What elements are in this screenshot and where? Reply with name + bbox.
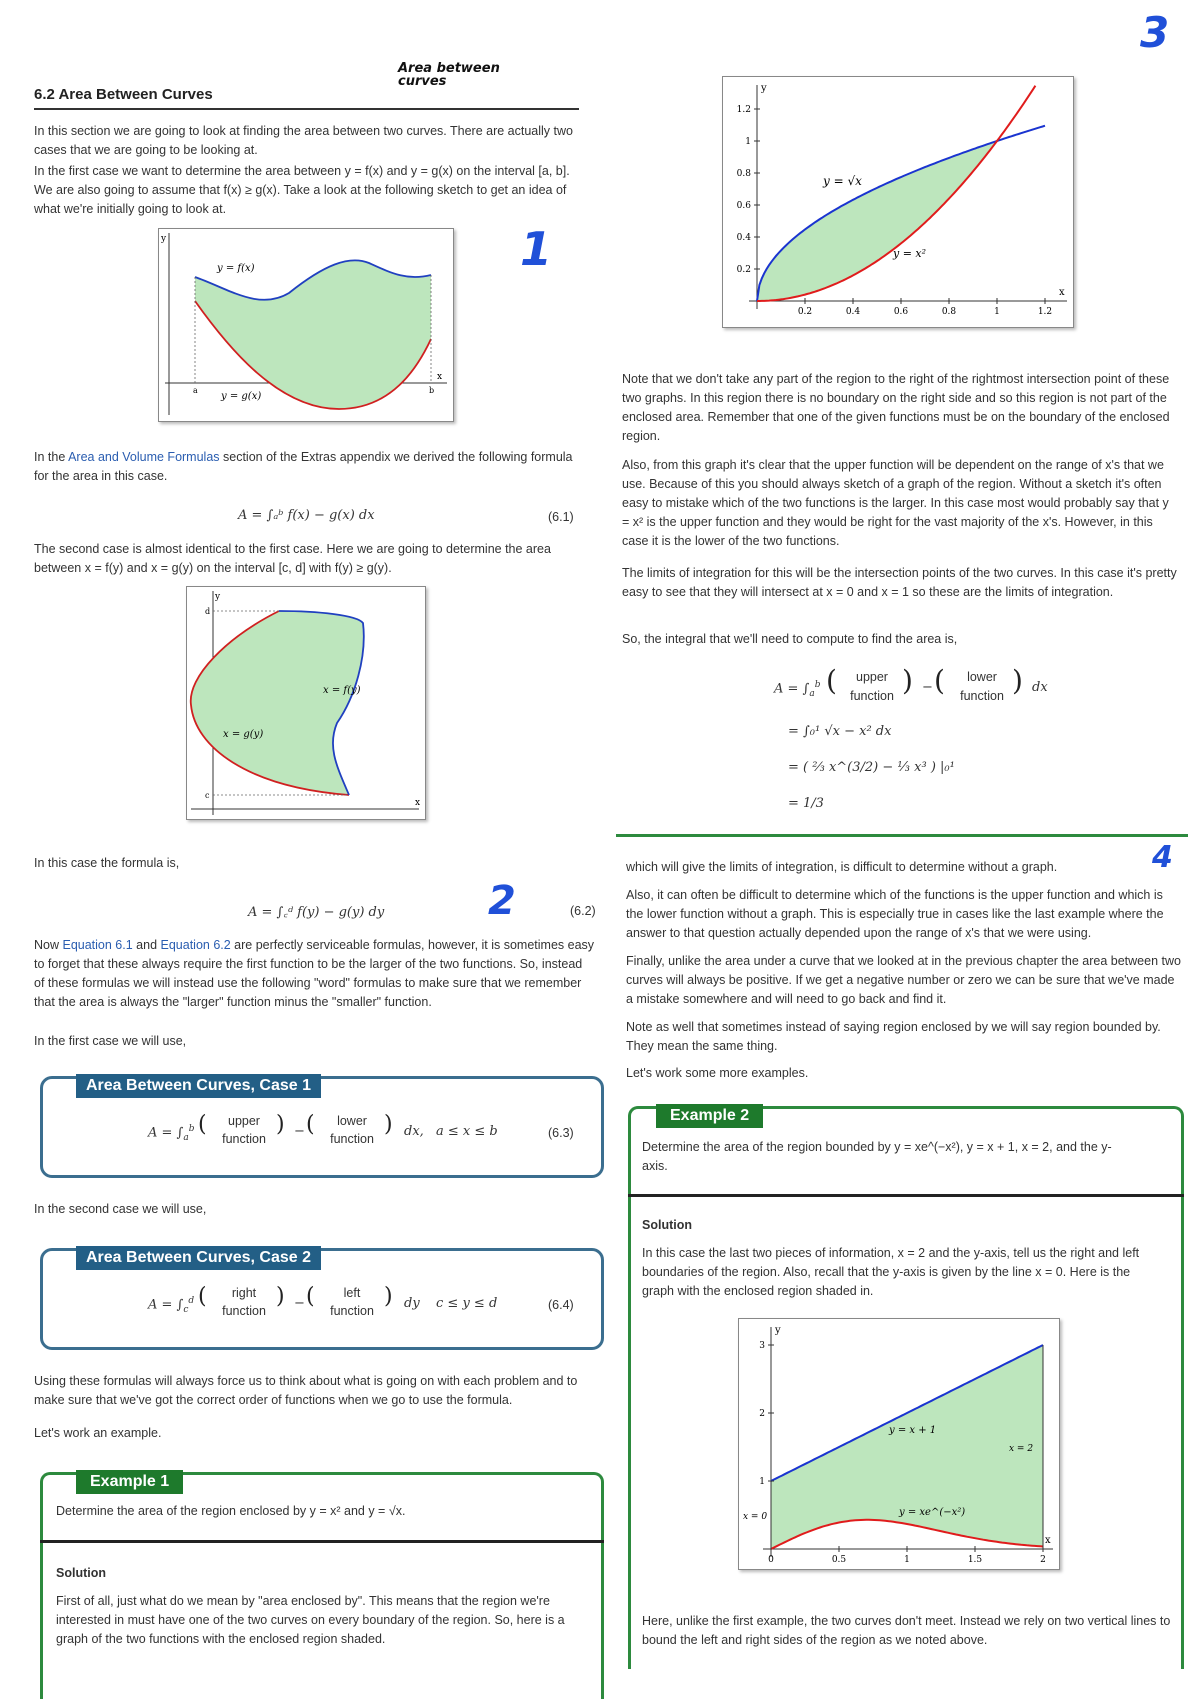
example1-divider — [40, 1540, 604, 1543]
fig2-d-label: d — [205, 607, 211, 616]
fig4-y-tick-label: 3 — [759, 1341, 765, 1351]
fig2-g-label: x = g(y) — [223, 729, 264, 740]
p3-post: section of the Extras appendix we derived the following formula for the area in this case. — [34, 450, 573, 483]
equation-6-2-number: (6.2) — [570, 904, 596, 918]
fig3-x-tick-label: 0.2 — [797, 307, 813, 317]
fig2-y-label: y — [215, 592, 221, 602]
integral-lower-word: lower function — [960, 670, 1004, 703]
case2-paren-close-1: ) — [276, 1284, 285, 1309]
fig3-shaded-region — [757, 141, 997, 301]
left-paragraph-5: In this case the formula is, — [34, 856, 180, 870]
right-paragraph-7: Finally, unlike the area under a curve that we looked at in the previous chapter the area between two curves will always be positive. If we get a negative number or zero we can be sure that we've made a mistake somewhere and will need to go back and find it. — [626, 954, 1181, 1006]
left-paragraph-7: In the first case we will use, — [34, 1034, 187, 1048]
handwritten-mark-3: 3 — [1140, 8, 1170, 57]
right-paragraph-8: Note as well that sometimes instead of saying region enclosed by we will say region bounded by. They mean the same thing. — [626, 1020, 1161, 1053]
left-paragraph-6 — [34, 936, 596, 1012]
fig1-b-label: b — [429, 386, 435, 395]
case2-paren-open-2: ( — [306, 1284, 315, 1309]
example1-title: Example 1 — [76, 1470, 183, 1494]
case2-paren-close-2: ) — [384, 1284, 393, 1309]
fig2-c-label: c — [205, 791, 210, 800]
fig4-y-tick-label: 2 — [759, 1409, 765, 1419]
equation-6-2: A = ∫꜀ᵈ f(y) − g(y) dy — [248, 905, 385, 920]
fig3-x-tick-label: 1 — [994, 307, 1000, 317]
fig4-y-label: y — [775, 1325, 781, 1336]
fig3-y-tick-label: 0.8 — [736, 169, 751, 179]
fig2-f-label: x = f(y) — [323, 685, 361, 696]
fig4-x2-label: x = 2 — [1009, 1444, 1034, 1454]
case1-dx: dx, — [404, 1124, 424, 1139]
fig3-x-tick-label: 0.6 — [893, 307, 909, 317]
fig4-x0-label: x = 0 — [743, 1512, 768, 1522]
fig3-x-label: x — [1059, 287, 1065, 298]
fig1-a-label: a — [193, 386, 198, 395]
example1-end-rule — [616, 834, 1188, 837]
fig4-y-tick-label: 1 — [759, 1477, 765, 1487]
handwritten-mark-2: 2 — [488, 878, 516, 924]
case1-title: Area Between Curves, Case 1 — [76, 1074, 321, 1098]
equation-6-2-link[interactable]: Equation 6.2 — [160, 938, 231, 952]
left-paragraph-9: Using these formulas will always force us to think about what is going on with each problem and to make sure that we've got the correct order of functions when we go to use the formula. — [34, 1374, 578, 1407]
p6-mid: and — [132, 938, 161, 952]
right-paragraph-6: Also, it can often be difficult to determine which of the functions is the upper function and which is the lower function without a graph. This is especially true in cases like the last example where the answer to that question actually depended upon the range of x's that we were using. — [626, 888, 1164, 940]
fig3-x-tick-label: 0.8 — [941, 307, 957, 317]
figure-case1 — [158, 228, 454, 422]
integral-line-4: = 1/3 — [788, 796, 824, 811]
equation-6-1-link[interactable]: Equation 6.1 — [62, 938, 133, 952]
integral-paren-open-1: ( — [826, 664, 837, 697]
left-paragraph-4: The second case is almost identical to the first case. Here we are going to determine the area between x = f(y) and x = g(y) on the interval [c, d] with f(y) ≥ g(y). — [34, 542, 551, 575]
fig4-x-label: x — [1045, 1535, 1051, 1546]
case2-minus: − — [294, 1296, 305, 1311]
equation-6-1-number: (6.1) — [548, 510, 574, 524]
right-paragraph-2: Also, from this graph it's clear that the upper function will be dependent on the range of x's that we use. Because of this you should always sketch of a graph of the region. Without a sketch it's often easy to mistake which of the two functions is the larger. In this case most would probably say that y = x² is the upper function and they would be right for the vast majority of the x's. However, in this case it is the lower of the two functions. — [622, 458, 1169, 548]
fig3-y-tick-label: 0.4 — [736, 233, 751, 243]
fig4-exp-label: y = xe^(−x²) — [899, 1507, 966, 1518]
integral-line-2: = ∫₀¹ √x − x² dx — [788, 724, 892, 739]
case1-formula-lhs: $A = \int_a^b$ — [148, 1124, 195, 1143]
right-paragraph-4: So, the integral that we'll need to compute to find the area is, — [622, 632, 958, 646]
case1-minus: − — [294, 1124, 305, 1139]
example2-solution-text: In this case the last two pieces of information, x = 2 and the y-axis, tell us the right and left boundaries of the region. Also, recall that the y-axis is given by the line x = 0. Here is the graph with the enclosed region shaded in. — [642, 1246, 1140, 1298]
example1-solution-text: First of all, just what do we mean by "area enclosed by". This means that the region we're interested in must have one of the two curves on every boundary of the region. So, here is a graph of the two functions with the enclosed region shaded. — [56, 1594, 565, 1646]
integral-paren-close-1: ) — [902, 664, 913, 697]
equation-6-1: A = ∫ₐᵇ f(x) − g(x) dx — [238, 508, 375, 523]
fig4-x-tick-label: 2 — [1040, 1555, 1046, 1565]
figure-example1-graph — [722, 76, 1074, 328]
case2-left-word: left function — [330, 1286, 374, 1318]
fig1-f-label: y = f(x) — [217, 263, 255, 274]
fig3-y-tick-label: 0.2 — [736, 265, 751, 275]
integral-line-3: = ( ⅔ x^(3/2) − ⅓ x³ ) |₀¹ — [788, 760, 955, 775]
fig4-x-tick-label: 1.5 — [967, 1555, 983, 1565]
left-paragraph-1: In this section we are going to look at finding the area between two curves. There are actually two cases that we are going to be looking at. — [34, 124, 573, 157]
fig4-x-tick-label: 1 — [904, 1555, 910, 1565]
fig3-y-tick-label: 1 — [745, 137, 751, 147]
fig3-y-tick-label: 1.2 — [736, 105, 751, 115]
case2-dy: dy — [404, 1296, 420, 1311]
integral-paren-close-2: ) — [1012, 664, 1023, 697]
example1-solution-heading: Solution — [56, 1566, 106, 1580]
integral-upper-word: upper function — [850, 670, 894, 703]
case1-paren-close-2: ) — [384, 1112, 393, 1137]
fig1-y-label: y — [161, 234, 167, 244]
left-paragraph-10: Let's work an example. — [34, 1426, 162, 1440]
area-volume-link[interactable]: Area and Volume Formulas — [68, 450, 220, 464]
example2-text: Determine the area of the region bounded by y = xe^(−x²), y = x + 1, x = 2, and the y-axis. — [642, 1140, 1112, 1173]
fig3-square-label: y = x² — [893, 247, 927, 260]
handwritten-mark-4: 4 — [1152, 840, 1173, 875]
fig4-line-label: y = x + 1 — [889, 1425, 937, 1436]
case2-formula-lhs: $A = \int_c^d$ — [148, 1296, 195, 1315]
figure-example2-graph — [738, 1318, 1060, 1570]
figure-case2 — [186, 586, 426, 820]
case1-lower-word: lower function — [330, 1114, 374, 1146]
fig3-x-tick-label: 0.4 — [845, 307, 861, 317]
integral-paren-open-2: ( — [934, 664, 945, 697]
fig4-shaded-region — [771, 1345, 1043, 1549]
example2-divider — [628, 1194, 1184, 1197]
right-paragraph-9: Let's work some more examples. — [626, 1066, 809, 1080]
fig3-sqrt-label: y = √x — [823, 174, 862, 188]
case1-upper-word: upper function — [222, 1114, 266, 1146]
fig3-x-tick-label: 1.2 — [1037, 307, 1053, 317]
case2-number: (6.4) — [548, 1298, 574, 1312]
fig4-x-tick-label: 0.5 — [831, 1555, 847, 1565]
left-paragraph-3 — [34, 448, 579, 486]
right-paragraph-10: Here, unlike the first example, the two curves don't meet. Instead we rely on two vertical lines to bound the left and right sides of the region as we noted above. — [642, 1614, 1171, 1647]
case2-condition: c ≤ y ≤ d — [436, 1296, 498, 1311]
left-paragraph-2: In the first case we want to determine the area between y = f(x) and y = g(x) on the interval [a, b]. We are also going to assume that f(x) ≥ g(x). Take a look at the following sketch to get an idea of what we're initially going to look at. — [34, 164, 570, 216]
p6-pre: Now — [34, 938, 63, 952]
p6-post: are perfectly serviceable formulas, however, it is sometimes easy to forget that these always require the first function to be the larger of the two functions. So, instead of these formulas we will instead use the following "word" formulas to make sure that we remember that the area is always the "larger" function minus the "smaller" function. — [34, 938, 595, 1009]
fig1-x-label: x — [437, 372, 443, 382]
right-paragraph-1: Note that we don't take any part of the region to the right of the rightmost intersection point of these two graphs. In this region there is no boundary on the right side and so this region is not part of the enclosed area. Remember that one of the given functions must be on the boundary of the enclosed region. — [622, 372, 1170, 443]
fig1-g-label: y = g(x) — [221, 391, 262, 402]
p3-pre: In the — [34, 450, 69, 464]
fig3-y-tick-label: 0.6 — [736, 201, 751, 211]
handwritten-mark-1: 1 — [520, 222, 553, 276]
case2-right-word: right function — [222, 1286, 266, 1318]
case2-paren-open-1: ( — [198, 1284, 207, 1309]
right-paragraph-5: which will give the limits of integration, is difficult to determine without a graph. — [626, 860, 1058, 874]
case1-paren-close-1: ) — [276, 1112, 285, 1137]
handwritten-note: Area between curves — [398, 61, 500, 89]
title-rule — [34, 108, 579, 110]
example1-text: Determine the area of the region enclosed by y = x² and y = √x. — [56, 1504, 406, 1518]
left-paragraph-8: In the second case we will use, — [34, 1202, 207, 1216]
section-title: 6.2 Area Between Curves — [34, 86, 213, 103]
fig2-x-label: x — [415, 798, 421, 808]
fig4-x-tick-label: 0 — [768, 1555, 774, 1565]
example2-title: Example 2 — [656, 1104, 763, 1128]
right-paragraph-3: The limits of integration for this will be the intersection points of the two curves. In this case it's pretty easy to see that they will intersect at x = 0 and x = 1 so these are the limits of integration. — [622, 566, 1177, 599]
case2-title: Area Between Curves, Case 2 — [76, 1246, 321, 1270]
integral-lhs: $A = \int_a^b$ — [774, 680, 821, 699]
case1-number: (6.3) — [548, 1126, 574, 1140]
fig3-y-label: y — [761, 83, 767, 94]
case1-condition: a ≤ x ≤ b — [436, 1124, 498, 1139]
integral-minus: − — [922, 680, 933, 695]
case1-paren-open-2: ( — [306, 1112, 315, 1137]
integral-dx: dx — [1032, 680, 1048, 695]
case1-paren-open-1: ( — [198, 1112, 207, 1137]
example2-solution-heading: Solution — [642, 1218, 692, 1232]
